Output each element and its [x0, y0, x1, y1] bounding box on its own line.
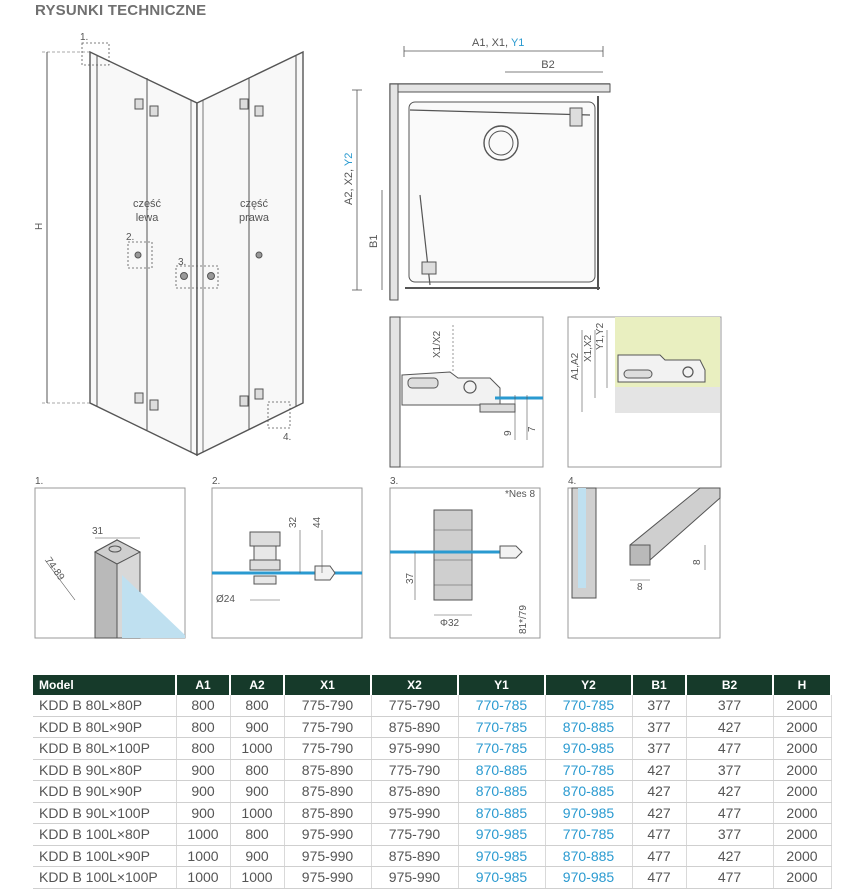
header-x1: X1	[284, 675, 371, 695]
b1-label: B1	[368, 234, 380, 248]
cell-x2: 875-890	[371, 845, 458, 867]
cell-a1: 800	[176, 716, 230, 738]
cell-x2: 775-790	[371, 824, 458, 846]
cell-a2: 1000	[230, 867, 284, 889]
cell-b2: 477	[686, 738, 773, 760]
cell-y2: 770-785	[545, 695, 632, 716]
detail-4-dim-1: 8	[637, 582, 643, 593]
cell-y1: 770-785	[458, 695, 545, 716]
detail-4-dim-0: 8	[692, 559, 703, 565]
detail-2-number: 2.	[212, 476, 221, 487]
cell-model: KDD B 100L×90P	[33, 845, 176, 867]
detail-3-note: *Nes 8	[505, 489, 536, 500]
cell-a2: 800	[230, 759, 284, 781]
cell-b2: 477	[686, 867, 773, 889]
detail-1-number: 1.	[35, 476, 44, 487]
cell-a2: 800	[230, 824, 284, 846]
cell-x1: 875-890	[284, 781, 371, 803]
right-part-label-2: prawa	[239, 212, 269, 224]
detail-3-dim-2: 81*/79	[518, 605, 529, 634]
cell-model: KDD B 90L×100P	[33, 802, 176, 824]
cell-b2: 427	[686, 845, 773, 867]
top-width-label: A1, X1, Y1	[472, 37, 525, 49]
cell-a1: 800	[176, 738, 230, 760]
cell-y1: 970-985	[458, 824, 545, 846]
table-row	[33, 802, 831, 824]
cell-h: 2000	[773, 867, 831, 889]
cell-b2: 377	[686, 695, 773, 716]
detail-y-label-c: Y1,Y2	[595, 322, 606, 350]
cell-y2: 870-885	[545, 716, 632, 738]
cell-y1: 970-985	[458, 845, 545, 867]
header-h: H	[773, 675, 831, 695]
cell-x1: 775-790	[284, 695, 371, 716]
detail-x-drawing	[390, 317, 543, 467]
detail-x-dim-a: 9	[503, 430, 514, 436]
detail-1-dim-0: 31	[92, 526, 104, 537]
cell-model: KDD B 90L×80P	[33, 759, 176, 781]
cell-x1: 875-890	[284, 759, 371, 781]
detail-x-dim-b: 7	[527, 426, 538, 432]
detail-3-dim-1: Φ32	[440, 618, 460, 629]
cell-a2: 800	[230, 695, 284, 716]
table-row	[33, 738, 831, 760]
page-title: RYSUNKI TECHNICZNE	[35, 2, 207, 19]
header-b1: B1	[632, 675, 686, 695]
cell-x1: 775-790	[284, 738, 371, 760]
cell-a1: 900	[176, 802, 230, 824]
cell-x1: 975-990	[284, 867, 371, 889]
cell-b1: 377	[632, 738, 686, 760]
cell-b1: 377	[632, 695, 686, 716]
table-row	[33, 695, 831, 716]
cell-x1: 875-890	[284, 802, 371, 824]
cell-a2: 900	[230, 781, 284, 803]
cell-h: 2000	[773, 738, 831, 760]
cell-b1: 377	[632, 716, 686, 738]
cell-model: KDD B 80L×100P	[33, 738, 176, 760]
detail-y-label-b: X1,X2	[583, 334, 594, 362]
detail-3-dim-0: 37	[405, 572, 416, 584]
table-row	[33, 781, 831, 803]
detail-4-number: 4.	[568, 476, 577, 487]
callout-4-label: 4.	[283, 432, 292, 443]
cell-model: KDD B 100L×80P	[33, 824, 176, 846]
left-part-label-2: lewa	[135, 212, 159, 224]
cell-b2: 477	[686, 802, 773, 824]
cell-x2: 875-890	[371, 781, 458, 803]
cell-x2: 775-790	[371, 759, 458, 781]
table-header	[33, 675, 831, 695]
cell-h: 2000	[773, 759, 831, 781]
cell-model: KDD B 80L×80P	[33, 695, 176, 716]
table-row	[33, 845, 831, 867]
top-view-drawing	[352, 46, 610, 300]
cell-y1: 770-785	[458, 716, 545, 738]
cell-y2: 970-985	[545, 867, 632, 889]
cell-a2: 1000	[230, 802, 284, 824]
cell-x1: 975-990	[284, 845, 371, 867]
cell-y2: 870-885	[545, 845, 632, 867]
cell-x1: 975-990	[284, 824, 371, 846]
cell-a2: 1000	[230, 738, 284, 760]
cell-a2: 900	[230, 845, 284, 867]
cell-h: 2000	[773, 824, 831, 846]
detail-1-dim-1: 74-89	[42, 555, 67, 583]
cell-model: KDD B 100L×100P	[33, 867, 176, 889]
header-b2: B2	[686, 675, 773, 695]
height-label: H	[34, 222, 45, 230]
cell-y1: 870-885	[458, 759, 545, 781]
detail-2-dim-2: Ø24	[216, 594, 235, 605]
table-row	[33, 824, 831, 846]
cell-x2: 975-990	[371, 867, 458, 889]
cell-y2: 870-885	[545, 781, 632, 803]
cell-a1: 900	[176, 759, 230, 781]
cell-a1: 1000	[176, 845, 230, 867]
cell-b1: 427	[632, 759, 686, 781]
cell-b2: 427	[686, 781, 773, 803]
cell-x2: 875-890	[371, 716, 458, 738]
cell-x2: 775-790	[371, 695, 458, 716]
cell-y1: 970-985	[458, 867, 545, 889]
cell-b1: 427	[632, 781, 686, 803]
b2-label: B2	[541, 59, 555, 71]
callout-2-label: 2.	[126, 232, 135, 243]
left-part-label-1: część	[132, 198, 162, 210]
cell-b1: 477	[632, 845, 686, 867]
cell-h: 2000	[773, 802, 831, 824]
cell-a2: 900	[230, 716, 284, 738]
cell-h: 2000	[773, 695, 831, 716]
detail-x-label: X1/X2	[432, 330, 443, 358]
cell-a1: 800	[176, 695, 230, 716]
front-view-drawing	[42, 43, 303, 455]
cell-a1: 1000	[176, 867, 230, 889]
cell-model: KDD B 80L×90P	[33, 716, 176, 738]
cell-y2: 970-985	[545, 802, 632, 824]
cell-b2: 377	[686, 759, 773, 781]
callout-3-label: 3.	[178, 257, 187, 268]
top-depth-label: A2, X2, Y2	[343, 152, 355, 205]
detail-2-drawing	[212, 488, 362, 638]
cell-y1: 870-885	[458, 802, 545, 824]
header-a1: A1	[176, 675, 230, 695]
cell-b1: 427	[632, 802, 686, 824]
table-row	[33, 867, 831, 889]
header-a2: A2	[230, 675, 284, 695]
cell-b1: 477	[632, 867, 686, 889]
table-body	[33, 695, 831, 888]
cell-y1: 770-785	[458, 738, 545, 760]
cell-x1: 775-790	[284, 716, 371, 738]
cell-b2: 377	[686, 824, 773, 846]
cell-a1: 1000	[176, 824, 230, 846]
table-row	[33, 716, 831, 738]
cell-x2: 975-990	[371, 738, 458, 760]
callout-1-label: 1.	[80, 32, 89, 43]
cell-y2: 770-785	[545, 824, 632, 846]
detail-3-number: 3.	[390, 476, 399, 487]
table-row	[33, 759, 831, 781]
header-y1: Y1	[458, 675, 545, 695]
cell-model: KDD B 90L×90P	[33, 781, 176, 803]
cell-y1: 870-885	[458, 781, 545, 803]
cell-y2: 970-985	[545, 738, 632, 760]
cell-b2: 427	[686, 716, 773, 738]
detail-y-label-a: A1,A2	[570, 352, 581, 380]
cell-a1: 900	[176, 781, 230, 803]
header-x2: X2	[371, 675, 458, 695]
cell-y2: 770-785	[545, 759, 632, 781]
header-y2: Y2	[545, 675, 632, 695]
cell-x2: 975-990	[371, 802, 458, 824]
dimensions-table	[33, 675, 832, 889]
detail-2-dim-1: 44	[312, 516, 323, 528]
detail-2-dim-0: 32	[288, 516, 299, 528]
header-model: Model	[33, 675, 176, 695]
cell-h: 2000	[773, 716, 831, 738]
cell-b1: 477	[632, 824, 686, 846]
cell-h: 2000	[773, 781, 831, 803]
right-part-label-1: część	[239, 198, 269, 210]
cell-h: 2000	[773, 845, 831, 867]
